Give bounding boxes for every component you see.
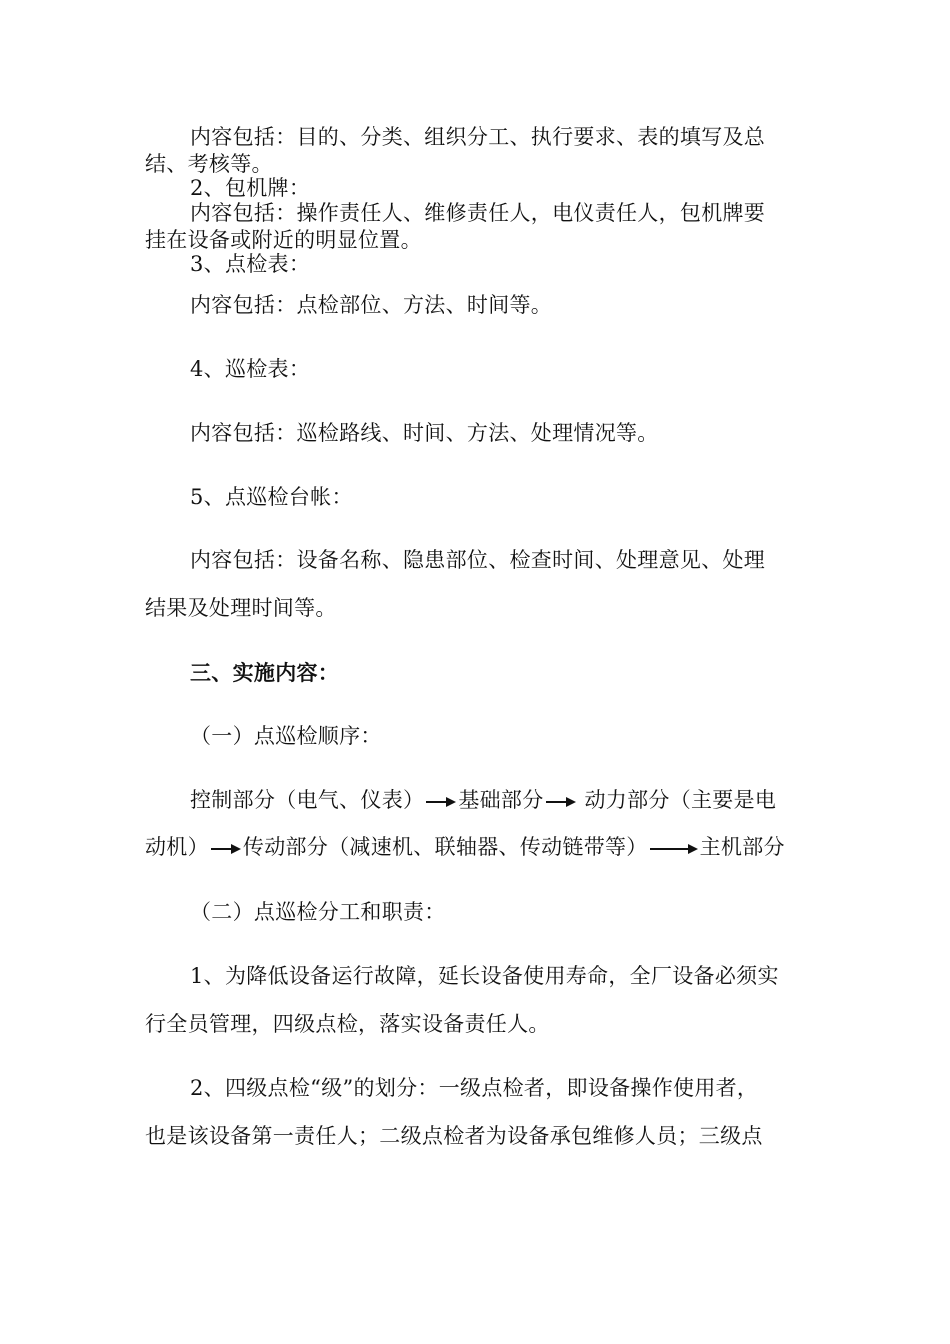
text-line: 内容包括：设备名称、隐患部位、检查时间、处理意见、处理 <box>190 548 766 572</box>
text-line: 内容包括：巡检路线、时间、方法、处理情况等。 <box>190 421 659 445</box>
section-heading: 4、巡检表： <box>190 357 311 381</box>
sequence-step: 基础部分 <box>458 788 544 812</box>
text-line: 挂在设备或附近的明显位置。 <box>145 228 422 252</box>
subsection-heading: （一）点巡检顺序： <box>190 724 382 748</box>
text-line: 内容包括：操作责任人、维修责任人，电仪责任人，包机牌要 <box>190 201 766 225</box>
arrow-right-icon <box>211 844 241 854</box>
arrow-right-icon <box>426 797 456 807</box>
sequence-step: 传动部分（减速机、联轴器、传动链带等） <box>242 835 648 859</box>
text-line: 也是该设备第一责任人；二级点检者为设备承包维修人员；三级点 <box>145 1124 763 1148</box>
section-heading: 2、包机牌： <box>190 176 311 200</box>
chapter-heading: 三、实施内容： <box>190 660 340 685</box>
section-heading: 5、点巡检台帐： <box>190 485 353 509</box>
text-line: 结果及处理时间等。 <box>145 596 337 620</box>
sequence-step: 动力部分（主要是电 <box>584 788 777 812</box>
sequence-line <box>145 834 785 860</box>
text-line: 内容包括：目的、分类、组织分工、执行要求、表的填写及总 <box>190 125 766 149</box>
arrow-right-icon <box>650 844 698 854</box>
sequence-step: 控制部分（电气、仪表） <box>190 788 425 812</box>
text-line: 内容包括：点检部位、方法、时间等。 <box>190 293 553 317</box>
sequence-line <box>190 787 776 813</box>
arrow-right-icon <box>546 797 576 807</box>
sequence-step: 主机部分 <box>699 835 785 859</box>
subsection-heading: （二）点巡检分工和职责： <box>190 900 446 924</box>
text-line: 结、考核等。 <box>145 152 273 176</box>
text-line: 2、四级点检“级”的划分：一级点检者，即设备操作使用者， <box>190 1076 759 1100</box>
sequence-step: 动机） <box>145 835 209 859</box>
text-line: 行全员管理，四级点检，落实设备责任人。 <box>145 1012 550 1036</box>
text-line: 1、为降低设备运行故障，延长设备使用寿命，全厂设备必须实 <box>190 964 779 988</box>
section-heading: 3、点检表： <box>190 252 311 276</box>
